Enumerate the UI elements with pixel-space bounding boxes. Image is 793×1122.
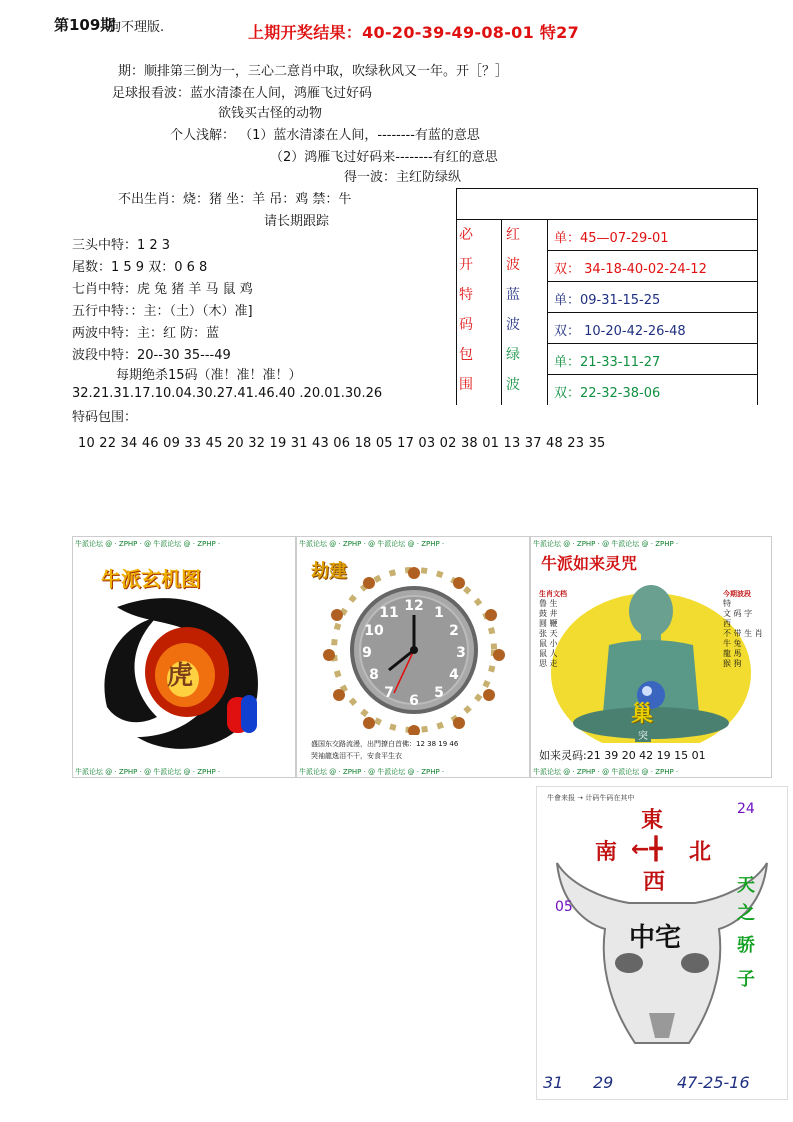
panel-watermark: 牛派论坛 @ · ZPHP · @ 牛派论坛 @ · ZPHP · bbox=[75, 768, 221, 776]
table-header-cell bbox=[457, 189, 757, 220]
col1-char: 开 bbox=[459, 257, 473, 273]
panel4-east: 東 bbox=[641, 808, 664, 833]
panel4-west: 西 bbox=[643, 870, 666, 895]
panel1-title: 牛派玄机图 bbox=[101, 567, 201, 591]
panel3-right-head: 今期波段 bbox=[723, 590, 751, 598]
panel4-num-05: 05 bbox=[555, 899, 573, 915]
blue-double: 双： 10-20-42-26-48 bbox=[554, 324, 686, 339]
svg-text:4: 4 bbox=[449, 667, 459, 683]
special-code-table bbox=[456, 188, 758, 405]
left-line-6: 波段中特：20--30 35---49 bbox=[72, 348, 231, 363]
col2-char: 波 bbox=[506, 317, 520, 333]
panel4-bottom-codes: 47-25-16 bbox=[677, 1073, 750, 1092]
panel-watermark: 牛派论坛 @ · ZPHP · @ 牛派论坛 @ · ZPHP · bbox=[75, 540, 221, 548]
svg-text:11: 11 bbox=[379, 605, 399, 621]
no-out-zodiac: 不出生肖：烧：猪 坐：羊 吊：鸡 禁：牛 bbox=[118, 192, 352, 207]
left-line-4: 五行中特：：主：（土）（木）准] bbox=[72, 304, 253, 319]
svg-text:12: 12 bbox=[404, 598, 424, 614]
panel-watermark: 牛派论坛 @ · ZPHP · @ 牛派论坛 @ · ZPHP · bbox=[299, 540, 445, 548]
blue-single: 单：09-31-15-25 bbox=[554, 293, 661, 308]
left-line-5: 两波中特：主：红 防：蓝 bbox=[72, 326, 220, 341]
svg-text:2: 2 bbox=[449, 623, 459, 639]
left-line-9: 特码包围： bbox=[72, 410, 138, 425]
panel4-vert-4: 子 bbox=[737, 969, 755, 990]
panel1-char: 虎 bbox=[167, 661, 194, 691]
last-draw-result: 上期开奖结果：40-20-39-49-08-01 特27 bbox=[248, 23, 580, 42]
panel-watermark: 牛派论坛 @ · ZPHP · @ 牛派论坛 @ · ZPHP · bbox=[533, 768, 679, 776]
riddle-line-1: 期：顺排第三倒为一，三心二意肖中取，吹绿秋风又一年。开［？］ bbox=[118, 64, 509, 79]
riddle-line-6: 得一波：主红防绿纵 bbox=[344, 170, 462, 185]
left-line-1: 三头中特：1 2 3 bbox=[72, 238, 171, 253]
panel3-codes: 如来灵码:21 39 20 42 19 15 01 bbox=[539, 749, 706, 762]
svg-text:1: 1 bbox=[434, 605, 444, 621]
panel2-caption-2: 哭袖龍逸泪不干，安食平生衣 bbox=[311, 752, 402, 760]
panel-watermark: 牛派论坛 @ · ZPHP · @ 牛派论坛 @ · ZPHP · bbox=[533, 540, 679, 548]
panel4-vert-2: 之 bbox=[737, 903, 755, 924]
col2-char: 波 bbox=[506, 257, 520, 273]
col1-char: 码 bbox=[459, 317, 473, 333]
col2-char: 波 bbox=[506, 377, 520, 393]
col2-char: 绿 bbox=[506, 347, 520, 363]
panel4-center: 中宅 bbox=[629, 923, 682, 953]
panel-mystic-chart bbox=[72, 536, 296, 778]
riddle-line-2: 足球报看波：蓝水清漆在人间，鸿雁飞过好码 bbox=[112, 86, 373, 101]
green-single: 单：21-33-11-27 bbox=[554, 355, 661, 370]
panel4-south: 南 bbox=[595, 840, 618, 865]
svg-text:8: 8 bbox=[369, 667, 379, 683]
special-code-numbers: 10 22 34 46 09 33 45 20 32 19 31 43 06 18 05 17 03 02 38 01 13 37 48 23 35 bbox=[78, 436, 606, 451]
column-wave bbox=[502, 220, 548, 405]
col1-char: 必 bbox=[459, 227, 473, 243]
table-row bbox=[548, 220, 757, 251]
zodiac-clock-icon bbox=[319, 565, 509, 735]
panel3-left-text: 鲁 生 鼓 井 圆 鞭 张 天 鼠 小 鼠 人 思 走 bbox=[539, 599, 558, 668]
col1-char: 包 bbox=[459, 347, 473, 363]
left-line-8: 32.21.31.17.10.04.30.27.41.46.40 .20.01.30.26 bbox=[72, 386, 383, 401]
panel4-bottom-31: 31 bbox=[543, 1073, 564, 1092]
riddle-line-3: 欲钱买古怪的动物 bbox=[218, 106, 323, 121]
svg-text:5: 5 bbox=[434, 685, 444, 701]
table-row bbox=[548, 282, 757, 313]
panel3-word: 突 bbox=[635, 727, 651, 742]
left-line-7: 每期绝杀15码（准！准！准！） bbox=[116, 368, 302, 383]
riddle-line-5: （2）鸿雁飞过好码来--------有红的意思 bbox=[270, 150, 498, 165]
panel-zodiac-clock bbox=[296, 536, 530, 778]
table-row bbox=[548, 251, 757, 282]
panel4-bottom-29: 29 bbox=[593, 1073, 614, 1092]
col1-char: 特 bbox=[459, 287, 473, 303]
svg-text:10: 10 bbox=[364, 623, 384, 639]
col2-char: 红 bbox=[506, 227, 520, 243]
left-line-3: 七肖中特：虎 兔 猪 羊 马 鼠 鸡 bbox=[72, 282, 253, 297]
col2-char: 蓝 bbox=[506, 287, 520, 303]
panel-watermark: 牛派论坛 @ · ZPHP · @ 牛派论坛 @ · ZPHP · bbox=[299, 768, 445, 776]
panel4-north: 北 bbox=[689, 840, 712, 865]
panel4-arrow: ←╋ bbox=[631, 837, 663, 862]
green-double: 双：22-32-38-06 bbox=[554, 386, 661, 401]
svg-text:7: 7 bbox=[384, 685, 394, 701]
table-row bbox=[548, 344, 757, 375]
panel4-num-24: 24 bbox=[737, 801, 755, 817]
svg-text:3: 3 bbox=[456, 645, 466, 661]
issue-number: 第109期 bbox=[54, 16, 116, 34]
panel3-right-text: 特 文 码 字 西 不 带 生 肖 牛 兔 龍 馬 猴 狗 bbox=[723, 599, 763, 668]
left-line-2: 尾数：1 5 9 双：0 6 8 bbox=[72, 260, 208, 275]
red-double: 双： 34-18-40-02-24-12 bbox=[554, 262, 707, 277]
column-must-open bbox=[457, 220, 502, 405]
panel2-caption-1: 盛国东交路流漫，出門撩白首佛：12 38 19 46 bbox=[311, 740, 459, 748]
panel4-vert-1: 天 bbox=[737, 875, 755, 896]
panel3-left-head: 生肖文档 bbox=[539, 590, 567, 598]
riddle-line-4: 个人浅解： （1）蓝水清漆在人间，--------有蓝的意思 bbox=[170, 128, 480, 143]
svg-text:6: 6 bbox=[409, 693, 419, 709]
panel4-vert-3: 骄 bbox=[737, 935, 755, 956]
panel-buddha-spell bbox=[530, 536, 772, 778]
panel3-title: 牛派如来灵咒 bbox=[541, 554, 638, 573]
table-row bbox=[548, 313, 757, 344]
panel4-top: 牛會来报 ➝ 计码牛码在其中 bbox=[547, 794, 635, 802]
table-row bbox=[548, 375, 757, 405]
panel2-title: 劫建 bbox=[311, 561, 347, 582]
svg-text:9: 9 bbox=[362, 645, 372, 661]
edition-name: 狗不理版. bbox=[108, 20, 165, 35]
follow-note: 请长期跟踪 bbox=[264, 214, 330, 229]
panel3-char: 巢 bbox=[631, 702, 654, 727]
col1-char: 围 bbox=[459, 377, 473, 393]
red-single: 单：45—07-29-01 bbox=[554, 231, 669, 246]
panel-ox-skull bbox=[536, 786, 788, 1100]
